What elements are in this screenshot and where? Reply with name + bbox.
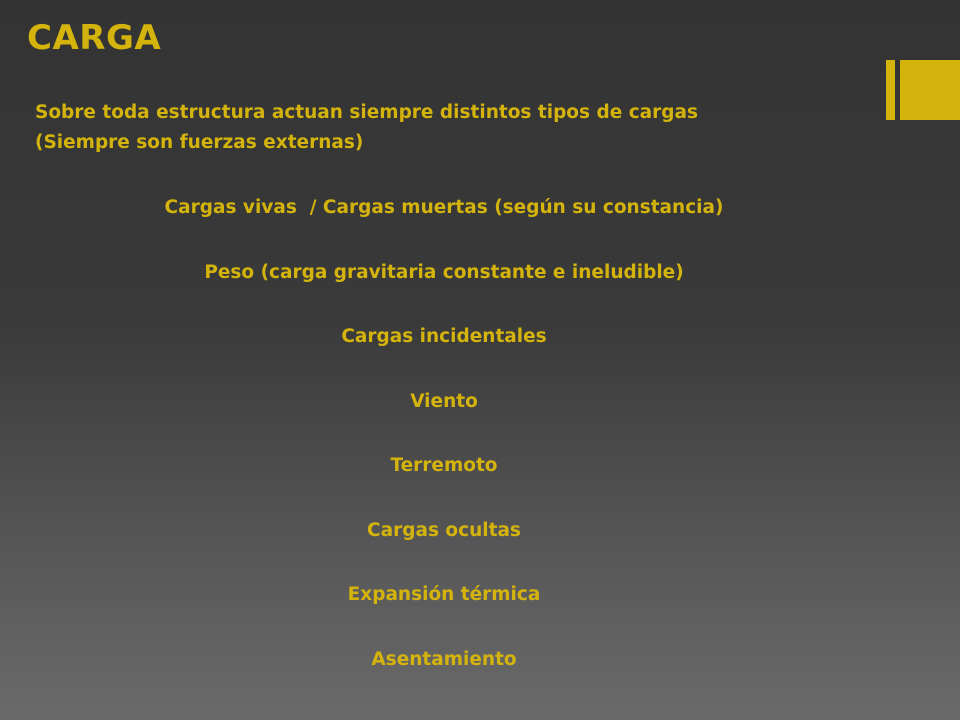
list-item-weight: Peso (carga gravitaria constante e ineludible) (204, 261, 684, 283)
list-item-earthquake: Terremoto (390, 455, 498, 476)
slide-title: CARGA (27, 18, 162, 58)
list-item-live-dead-loads: Cargas vivas / Cargas muertas (según su constancia) (164, 197, 724, 218)
list-item-hidden-loads: Cargas ocultas (367, 519, 521, 541)
intro-text (35, 98, 835, 158)
load-type-list (0, 190, 888, 706)
list-item-thermal-expansion: Expansión térmica (347, 584, 541, 605)
accent-bar-thick (900, 60, 960, 120)
intro-line-2: (Siempre son fuerzas externas) (35, 132, 364, 153)
accent-bar-thin (886, 60, 895, 120)
list-item-incidental-loads: Cargas incidentales (341, 326, 547, 347)
list-item-wind: Viento (410, 390, 478, 412)
list-item-settlement: Asentamiento (371, 648, 517, 670)
intro-line-1: Sobre toda estructura actuan siempre distintos tipos de cargas (35, 102, 699, 123)
